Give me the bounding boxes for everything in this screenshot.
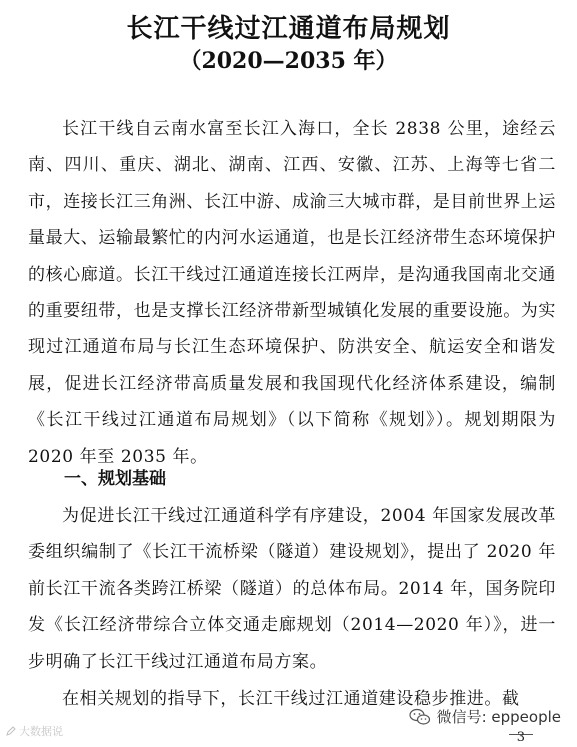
wechat-id-label: 微信号: eppeople (436, 708, 561, 726)
pen-icon (6, 726, 16, 736)
source-watermark (6, 723, 63, 739)
body-paragraph: 为促进长江干线过江通道科学有序建设，2004 年国家发展改革委组织编制了《长江干流桥梁（隧道）建设规划》，提出了 2020 年前长江干流各类跨江桥梁（隧道）的总体布局。2014 年，国务院印发《长江经济带综合立体交通走廊规划（2014—2020 年）》，进一步明确了长江干线过江通道布局方案。 (28, 506, 556, 672)
intro-paragraph: 长江干线自云南水富至长江入海口，全长 2838 公里，途经云南、四川、重庆、湖北、湖南、江西、安徽、江苏、上海等七省二市，连接长江三角洲、长江中游、成渝三大城市群，是目前世界上运量最大、运输最繁忙的内河水运通道，也是长江经济带生态环境保护的核心廊道。长江干线过江通道连接长江两岸，是沟通我国南北交通的重要纽带，也是支撑长江经济带新型城镇化发展的重要设施。为实现过江通道布局与长江生态环境保护、防洪安全、航运安全和谐发展，促进长江经济带高质量发展和我国现代化经济体系建设，编制《长江干线过江通道布局规划》（以下简称《规划》）。规划期限为 2020 年至 2035 年。 (28, 119, 556, 467)
document-title: 长江干线过江通道布局规划 (126, 14, 451, 44)
document-subtitle: （2020—2035 年） (179, 48, 398, 74)
wechat-icon (409, 708, 431, 726)
wechat-watermark (409, 706, 561, 727)
page-number: 3 (516, 730, 525, 745)
body-paragraph-continued: 在相关规划的指导下，长江干线过江通道建设稳步推进。截 (62, 689, 520, 709)
section-heading: 一、规划基础 (64, 469, 166, 489)
watermark-text: 大数据说 (19, 725, 63, 738)
